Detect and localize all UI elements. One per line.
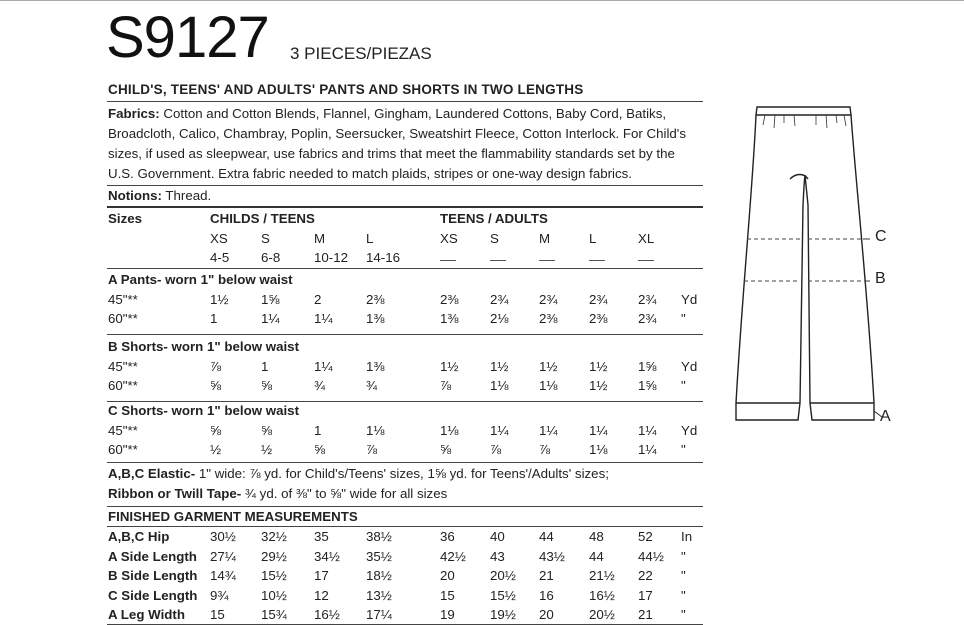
- size-range-dash: [638, 260, 654, 261]
- yardage-value: 1½: [589, 359, 608, 374]
- measurement-value: 9¾: [210, 587, 229, 603]
- size-code: XS: [440, 231, 458, 246]
- yardage-value: 2⅛: [490, 311, 509, 326]
- measurement-label: A,B,C Hip: [108, 529, 170, 544]
- yardage-value: ¾: [366, 378, 378, 393]
- measurement-value: 15: [440, 587, 455, 603]
- yardage-value: 1½: [440, 359, 459, 374]
- size-range: 14-16: [366, 250, 401, 265]
- measurement-value: 36: [440, 529, 455, 544]
- yardage-value: ⅝: [314, 442, 326, 457]
- yardage-value: 1½: [539, 359, 558, 374]
- elastic-label: A,B,C Elastic-: [108, 466, 196, 481]
- yardage-value: 2⅜: [589, 311, 608, 326]
- yardage-value: 1¼: [539, 423, 558, 438]
- measurement-value: 17¼: [366, 607, 392, 622]
- measurement-value: 52: [638, 529, 653, 544]
- measurement-value: 44½: [638, 548, 664, 564]
- yardage-value: ⅝: [261, 378, 273, 393]
- yardage-value: 1¼: [314, 311, 333, 326]
- waistband: [756, 107, 851, 115]
- yardage-value: 1¼: [490, 423, 509, 438]
- yardage-value: 1½: [490, 359, 509, 374]
- yardage-value: 1⅛: [589, 442, 608, 457]
- measurement-value: 20: [539, 607, 554, 622]
- measurement-value: 13½: [366, 587, 392, 603]
- yardage-value: ⅞: [210, 359, 222, 374]
- size-code: M: [539, 231, 551, 246]
- yardage-value: 2¾: [638, 292, 657, 307]
- measurement-value: 43: [490, 548, 505, 564]
- yardage-section-title: B Shorts- worn 1" below waist: [108, 339, 300, 354]
- title-rule: [107, 101, 703, 102]
- measurement-value: 15½: [490, 587, 516, 603]
- fabric-width-label: 60"**: [108, 378, 138, 393]
- measurement-value: 10½: [261, 587, 287, 603]
- ribbon-label: Ribbon or Twill Tape-: [108, 486, 242, 501]
- yardage-value: 1¼: [638, 423, 657, 438]
- yardage-value: 1⅜: [366, 311, 385, 326]
- yardage-value: 2: [314, 292, 322, 307]
- yardage-section-title: C Shorts- worn 1" below waist: [108, 403, 300, 418]
- yardage-value: 1: [261, 359, 269, 374]
- yardage-value: 1⅛: [440, 423, 459, 438]
- size-range-dash: [539, 260, 555, 261]
- unit-label: ": [681, 442, 686, 457]
- unit-label: In: [681, 529, 693, 544]
- measurement-value: 15¾: [261, 607, 287, 622]
- yardage-value: 1⅛: [490, 378, 509, 393]
- unit-label: ": [681, 378, 686, 393]
- sizes-rule: [107, 268, 703, 269]
- notions-label: Notions:: [108, 188, 162, 203]
- yardage-value: ⅝: [210, 423, 222, 438]
- yardage-value: 1½: [589, 378, 608, 393]
- fabric-width-label: 45"**: [108, 423, 138, 438]
- unit-label: ": [681, 548, 686, 564]
- measurement-value: 27¼: [210, 548, 236, 564]
- ribbon-line: [108, 484, 447, 504]
- sizes-label: Sizes: [108, 211, 143, 226]
- measurement-value: 17: [638, 587, 653, 603]
- measurement-value: 22: [638, 568, 653, 583]
- yardage-value: 2¾: [539, 292, 558, 307]
- yardage-value: 1⅛: [539, 378, 558, 393]
- yardage-value: ½: [210, 442, 222, 457]
- measurement-value: 15½: [261, 568, 287, 583]
- view-label-c: C: [875, 228, 887, 245]
- fabric-width-label: 60"**: [108, 442, 138, 457]
- measurement-value: 21½: [589, 568, 615, 583]
- yardage-value: 1¼: [638, 442, 657, 457]
- measurement-value: 16½: [589, 587, 615, 603]
- notions-text: Thread.: [161, 188, 212, 203]
- unit-label: ": [681, 587, 686, 603]
- measurement-value: 38½: [366, 529, 392, 544]
- pattern-title: CHILD'S, TEENS' AND ADULTS' PANTS AND SHORTS IN TWO LENGTHS: [108, 82, 584, 97]
- fabrics-line: sizes, if used as sleepwear, use fabrics and trims that meet the flammability standards set by the: [108, 146, 675, 161]
- measurement-value: 42½: [440, 548, 466, 564]
- yardage-value: ⅞: [539, 442, 551, 457]
- yardage-value: ¾: [314, 378, 326, 393]
- measurement-value: 20½: [490, 568, 516, 583]
- yardage-value: 1⅝: [638, 359, 657, 374]
- yardage-section-title: A Pants- worn 1" below waist: [108, 272, 293, 287]
- yardage-value: ⅝: [440, 442, 452, 457]
- measurement-value: 20½: [589, 607, 615, 622]
- elastic-text: 1" wide: ⅞ yd. for Child's/Teens' sizes, 1⅝ yd. for Teens'/Adults' sizes;: [195, 466, 609, 481]
- size-range-dash: [440, 260, 456, 261]
- yardage-value: 1: [210, 311, 218, 326]
- measurement-value: 48: [589, 529, 604, 544]
- size-code: XL: [638, 231, 655, 246]
- pants-outline: [736, 115, 874, 420]
- yardage-value: 2¾: [589, 292, 608, 307]
- measurement-label: C Side Length: [108, 587, 198, 603]
- notions-line: [108, 186, 211, 206]
- measurement-value: 35½: [366, 548, 392, 564]
- top-border: [0, 0, 964, 1]
- pants-illustration: [720, 95, 900, 425]
- fabrics-label: Fabrics:: [108, 106, 160, 121]
- yardage-value: ⅞: [440, 378, 452, 393]
- section-rule: [107, 334, 703, 335]
- yardage-value: 1: [314, 423, 322, 438]
- size-code: S: [261, 231, 270, 246]
- measurement-value: 35: [314, 529, 329, 544]
- measurement-value: 44: [539, 529, 554, 544]
- fabric-width-label: 45"**: [108, 292, 138, 307]
- measurement-value: 19½: [490, 607, 516, 622]
- yardage-value: 2¾: [490, 292, 509, 307]
- measurement-value: 16½: [314, 607, 340, 622]
- fabrics-paragraph: [108, 104, 686, 184]
- view-label-a: A: [880, 408, 891, 425]
- yardage-value: 1½: [210, 292, 229, 307]
- measurement-value: 44: [589, 548, 604, 564]
- measurement-value: 17: [314, 568, 329, 583]
- measurements-title-rule: [107, 526, 703, 527]
- yardage-value: ⅞: [366, 442, 378, 457]
- size-range: 4-5: [210, 250, 230, 265]
- yardage-value: 1⅜: [366, 359, 385, 374]
- measurement-value: 29½: [261, 548, 287, 564]
- yardage-value: 1¼: [314, 359, 333, 374]
- fabrics-line: Cotton and Cotton Blends, Flannel, Gingham, Laundered Cottons, Baby Cord, Batiks,: [159, 106, 667, 121]
- measurement-value: 16: [539, 587, 554, 603]
- size-code: XS: [210, 231, 228, 246]
- yardage-value: ½: [261, 442, 273, 457]
- fabric-width-label: 60"**: [108, 311, 138, 326]
- measurement-value: 21: [638, 607, 653, 622]
- fabrics-line: Broadcloth, Calico, Chambray, Poplin, Seersucker, Sweatshirt Fleece, Cotton Interlock. For Child's: [108, 126, 686, 141]
- yardage-value: 2⅜: [539, 311, 558, 326]
- measurement-value: 19: [440, 607, 455, 622]
- size-code: S: [490, 231, 499, 246]
- view-label-b: B: [875, 270, 886, 287]
- measurement-label: A Side Length: [108, 548, 197, 564]
- yardage-value: 2¾: [638, 311, 657, 326]
- size-range: 6-8: [261, 250, 281, 265]
- size-range: 10-12: [314, 250, 349, 265]
- measurement-value: 20: [440, 568, 455, 583]
- yardage-value: 1⅝: [261, 292, 280, 307]
- measurement-value: 14¾: [210, 568, 236, 583]
- ribbon-text: ¾ yd. of ⅜" to ⅝" wide for all sizes: [241, 486, 448, 501]
- measurement-label: B Side Length: [108, 568, 198, 583]
- unit-label: Yd: [681, 359, 698, 374]
- size-code: L: [366, 231, 374, 246]
- measurement-value: 15: [210, 607, 225, 622]
- yardage-value: 1¼: [589, 423, 608, 438]
- measurements-title: FINISHED GARMENT MEASUREMENTS: [108, 509, 358, 524]
- size-code: M: [314, 231, 326, 246]
- yardage-value: 2⅜: [440, 292, 459, 307]
- elastic-line: [108, 464, 609, 484]
- pattern-number: S9127: [106, 5, 269, 70]
- unit-label: ": [681, 311, 686, 326]
- size-code: L: [589, 231, 597, 246]
- yardage-value: ⅝: [210, 378, 222, 393]
- yardage-rule: [107, 462, 703, 463]
- measurement-value: 34½: [314, 548, 340, 564]
- yardage-value: 2⅜: [366, 292, 385, 307]
- measurement-value: 30½: [210, 529, 236, 544]
- measurement-label: A Leg Width: [108, 607, 185, 622]
- yardage-value: 1⅝: [638, 378, 657, 393]
- size-group-childs-teens: CHILDS / TEENS: [210, 211, 315, 226]
- unit-label: ": [681, 607, 686, 622]
- fabric-width-label: 45"**: [108, 359, 138, 374]
- pieces-count: 3 PIECES/PIEZAS: [290, 44, 432, 63]
- measurement-value: 18½: [366, 568, 392, 583]
- measurement-value: 40: [490, 529, 505, 544]
- size-range-dash: [589, 260, 605, 261]
- measurement-value: 43½: [539, 548, 565, 564]
- size-group-teens-adults: TEENS / ADULTS: [440, 211, 548, 226]
- yardage-value: ⅝: [261, 423, 273, 438]
- yardage-value: 1⅛: [366, 423, 385, 438]
- yardage-value: 1¼: [261, 311, 280, 326]
- measurement-value: 12: [314, 587, 329, 603]
- size-range-dash: [490, 260, 506, 261]
- yardage-value: ⅞: [490, 442, 502, 457]
- measurement-value: 32½: [261, 529, 287, 544]
- unit-label: Yd: [681, 292, 698, 307]
- yardage-value: 1⅜: [440, 311, 459, 326]
- measurement-value: 21: [539, 568, 554, 583]
- fabrics-line: U.S. Government. Extra fabric needed to match plaids, stripes or one-way design fabrics.: [108, 166, 632, 181]
- unit-label: ": [681, 568, 686, 583]
- notions-rule: [107, 206, 703, 208]
- unit-label: Yd: [681, 423, 698, 438]
